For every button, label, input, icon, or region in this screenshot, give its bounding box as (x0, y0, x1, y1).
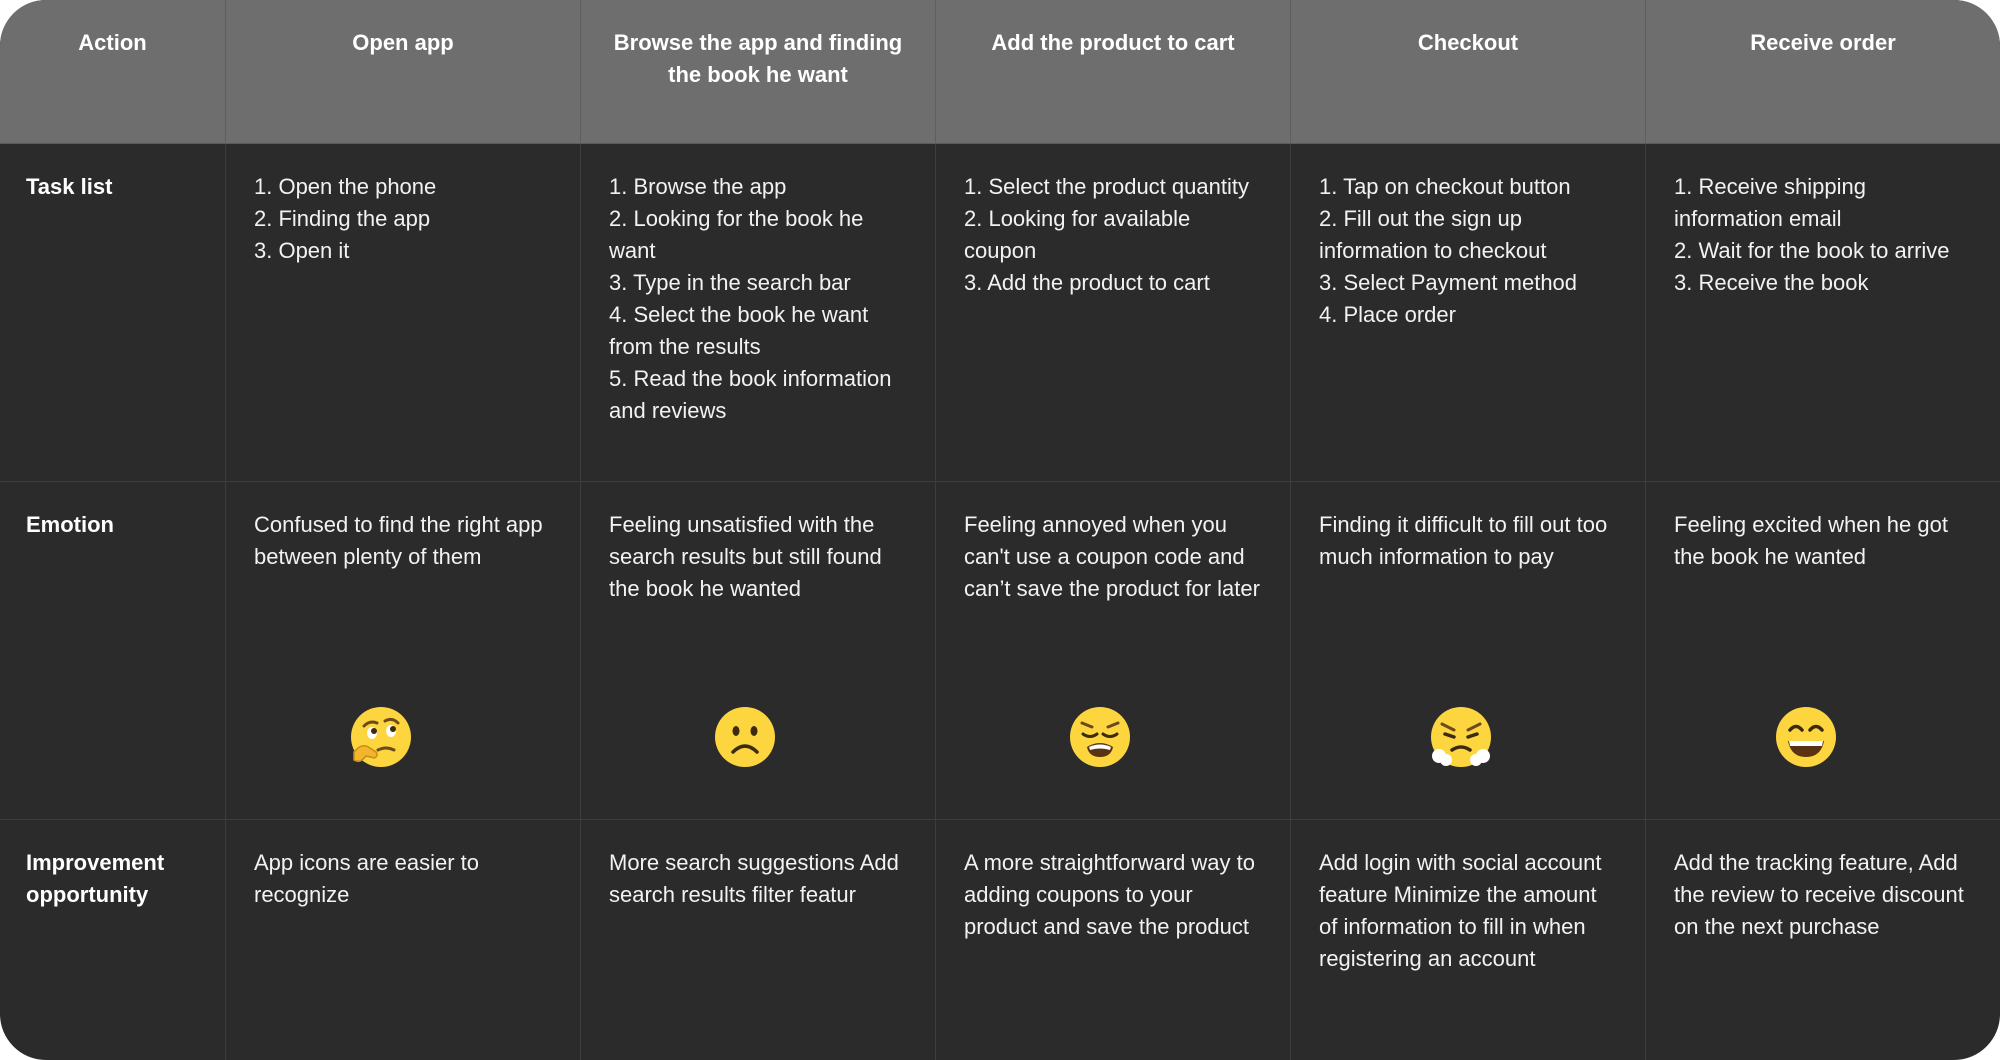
task-item: 3. Select Payment method (1319, 270, 1578, 295)
emotion-text: Confused to find the right app between plenty of them (254, 512, 543, 569)
emotion-open-app (226, 482, 581, 820)
header-receive-order: Receive order (1646, 0, 2000, 144)
weary-face-icon (1067, 704, 1133, 770)
improvement-open-app (226, 820, 581, 1060)
emotion-checkout (1291, 482, 1646, 820)
improvement-browse-app (581, 820, 936, 1060)
task-item: 3. Receive the book (1674, 270, 1869, 295)
improvement-receive-order (1646, 820, 2000, 1060)
task-item: 2. Fill out the sign up information to checkout (1319, 206, 1547, 263)
task-item: 1. Open the phone (254, 174, 437, 199)
improvement-add-to-cart (936, 820, 1291, 1060)
task-item: 2. Finding the app (254, 206, 431, 231)
tasks-add-to-cart (936, 144, 1291, 482)
improvement-checkout (1291, 820, 1646, 1060)
emotion-text: Feeling annoyed when you can't use a coupon code and can’t save the product for later (964, 512, 1260, 601)
task-item: 2. Looking for available coupon (964, 206, 1191, 263)
frowning-face-icon (712, 704, 778, 770)
improvement-text: Add login with social account feature Minimize the amount of information to fill in when registering an account (1319, 850, 1602, 971)
task-item: 2. Wait for the book to arrive (1674, 238, 1950, 263)
task-item: 3. Open it (254, 238, 350, 263)
task-item: 3. Type in the search bar (609, 270, 851, 295)
emotion-text: Finding it difficult to fill out too much information to pay (1319, 512, 1608, 569)
task-item: 1. Browse the app (609, 174, 787, 199)
emotion-add-to-cart (936, 482, 1291, 820)
improvement-text: Add the tracking feature, Add the review to receive discount on the next purchase (1674, 850, 1964, 939)
improvement-text: A more straightforward way to adding coupons to your product and save the product (964, 850, 1256, 939)
improvement-text: More search suggestions Add search results filter featur (609, 850, 899, 907)
improvement-text: App icons are easier to recognize (254, 850, 480, 907)
task-item: 3. Add the product to cart (964, 270, 1210, 295)
row-label-improvement: Improvement opportunity (0, 820, 226, 1060)
header-add-to-cart: Add the product to cart (936, 0, 1291, 144)
emotion-text: Feeling unsatisfied with the search results but still found the book he wanted (609, 512, 882, 601)
steam-from-nose-face-icon (1428, 704, 1494, 770)
row-label-emotion: Emotion (0, 482, 226, 820)
tasks-open-app (226, 144, 581, 482)
task-item: 1. Tap on checkout button (1319, 174, 1571, 199)
task-item: 5. Read the book information and reviews (609, 366, 892, 423)
row-label-task-list: Task list (0, 144, 226, 482)
header-action: Action (0, 0, 226, 144)
task-item: 4. Select the book he want from the results (609, 302, 869, 359)
task-item: 1. Select the product quantity (964, 174, 1249, 199)
task-item: 1. Receive shipping information email (1674, 174, 1867, 231)
tasks-browse-app (581, 144, 936, 482)
emotion-receive-order (1646, 482, 2000, 820)
header-open-app: Open app (226, 0, 581, 144)
tasks-checkout (1291, 144, 1646, 482)
emotion-text: Feeling excited when he got the book he wanted (1674, 512, 1948, 569)
grinning-face-icon (1773, 704, 1839, 770)
task-item: 4. Place order (1319, 302, 1456, 327)
task-item: 2. Looking for the book he want (609, 206, 864, 263)
header-checkout: Checkout (1291, 0, 1646, 144)
header-browse-app: Browse the app and finding the book he want (581, 0, 936, 144)
thinking-face-icon (348, 704, 414, 770)
emotion-browse-app (581, 482, 936, 820)
tasks-receive-order (1646, 144, 2000, 482)
